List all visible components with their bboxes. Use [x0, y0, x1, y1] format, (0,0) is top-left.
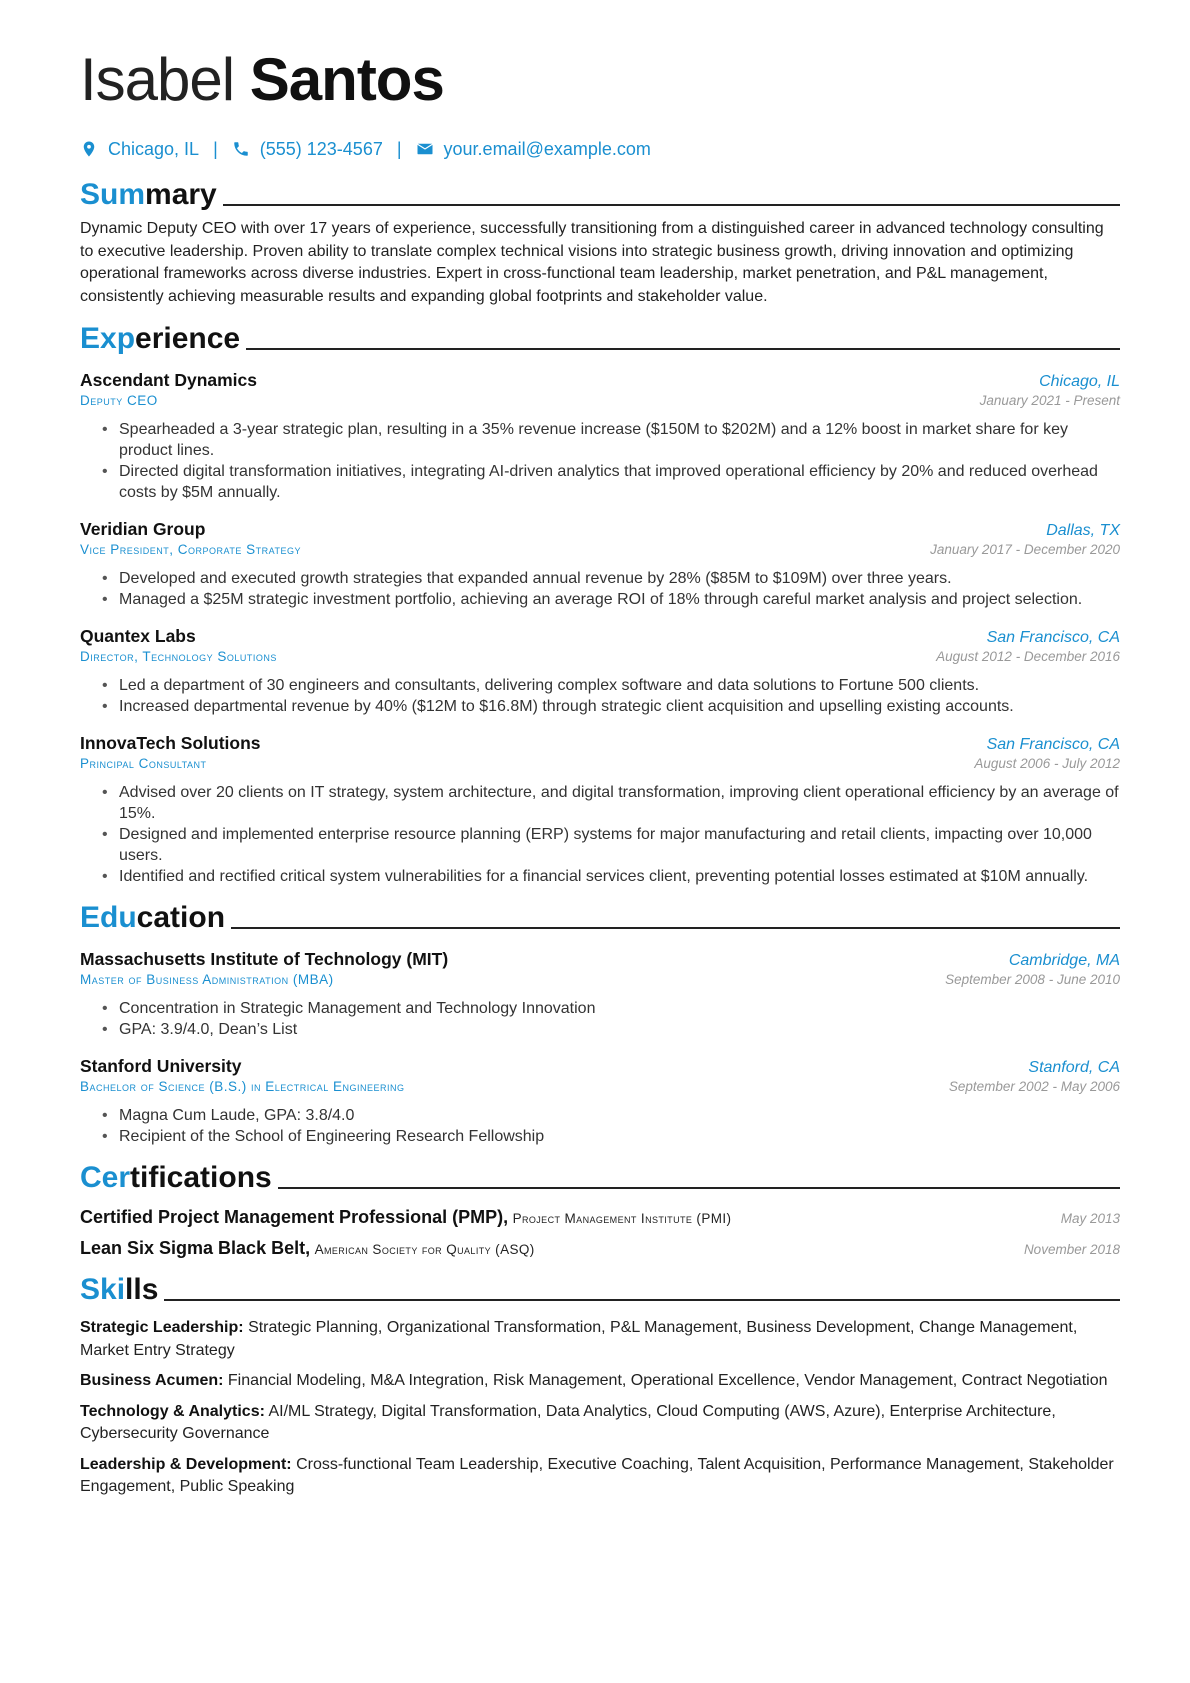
skill-group [80, 1370, 1120, 1393]
bullet-list [80, 782, 1120, 887]
location-text: Chicago, IL [108, 138, 200, 159]
bullet-list [80, 998, 1120, 1040]
skills-title: Skills [80, 1273, 159, 1306]
bullet-item: • Designed and implemented enterprise resource planning (ERP) systems for major manufacturing and retail clients, impacting over 10,000 users. [80, 824, 1120, 866]
company-name: InnovaTech Solutions [80, 733, 261, 753]
job-dates: August 2006 - July 2012 [974, 756, 1120, 771]
section-rule [278, 1187, 1120, 1189]
company-name: Ascendant Dynamics [80, 370, 258, 390]
bullet-item: • Developed and executed growth strategies that expanded annual revenue by 28% ($85M to $109M) over three years. [80, 568, 1120, 589]
email-item[interactable] [416, 139, 651, 160]
skills-heading [80, 1269, 1120, 1307]
certification-name: Lean Six Sigma Black Belt [80, 1238, 306, 1258]
skill-category: Technology & Analytics: [80, 1402, 265, 1420]
skill-group [80, 1401, 1120, 1446]
experience-entry [80, 733, 1120, 887]
bullet-item: • Recipient of the School of Engineering Research Fellowship [80, 1126, 1120, 1147]
certifications-list [80, 1207, 1120, 1259]
bullet-item: • Managed a $25M strategic investment portfolio, achieving an average ROI of 18% through careful market analysis and project selection. [80, 589, 1120, 610]
job-title: Director, Technology Solutions [80, 649, 277, 664]
summary-text: Dynamic Deputy CEO with over 17 years of experience, successfully transitioning from a distinguished career in advanced technology consulting to executive leadership. Proven ability to translate complex technical visions into strategic business growth, driving innovation and optimizing operational frameworks across diverse industries. Expert in cross-functional team leadership, market penetration, and P&L management, consistently achieving measurable results and expanding global footprints and stakeholder value. [80, 220, 1104, 305]
job-dates: January 2017 - December 2020 [930, 542, 1120, 557]
experience-heading [80, 318, 1120, 356]
bullet-item: • Increased departmental revenue by 40% ($12M to $16.8M) through strategic client acquisition and upselling existing accounts. [80, 696, 1120, 717]
company-name: Veridian Group [80, 519, 206, 539]
skills-list [80, 1317, 1120, 1499]
certification-issuer: American Society for Quality (ASQ) [314, 1242, 535, 1257]
resume-page [80, 44, 1120, 1499]
education-entry [80, 1056, 1120, 1147]
contact-separator: | [396, 138, 402, 159]
certification-name: Certified Project Management Professional (PMP) [80, 1207, 504, 1227]
phone-icon [232, 140, 250, 158]
school-name: Massachusetts Institute of Technology (MIT) [80, 949, 449, 969]
education-dates: September 2008 - June 2010 [945, 972, 1120, 987]
section-rule [223, 204, 1120, 206]
last-name: Santos [249, 46, 444, 113]
skill-category: Strategic Leadership: [80, 1319, 244, 1336]
job-dates: August 2012 - December 2016 [936, 649, 1120, 664]
degree: Master of Business Administration (MBA) [80, 972, 334, 987]
education-heading [80, 897, 1120, 935]
envelope-icon [416, 140, 434, 158]
bullet-item: • Led a department of 30 engineers and consultants, delivering complex software and data solutions to Fortune 500 clients. [80, 675, 1120, 696]
skill-group [80, 1454, 1120, 1499]
contact-separator: | [213, 138, 218, 159]
company-name: Quantex Labs [80, 626, 196, 646]
summary-heading [80, 174, 1120, 212]
skill-values: Financial Modeling, M&A Integration, Risk Management, Operational Excellence, Vendor Management, Contract Negotiation [227, 1372, 1108, 1389]
bullet-item: • Advised over 20 clients on IT strategy, system architecture, and digital transformation, improving client operational efficiency by an average of 15%. [80, 782, 1120, 824]
job-dates: January 2021 - Present [979, 393, 1120, 408]
certification-item: Certified Project Management Professional (PMP), Project Management Institute (PMI) May 2013 [80, 1207, 1120, 1227]
section-rule [246, 348, 1120, 350]
education-title: Education [80, 901, 226, 934]
skill-category: Business Acumen: [80, 1372, 224, 1389]
school-location: Stanford, CA [1028, 1059, 1120, 1076]
skill-values: AI/ML Strategy, Digital Transformation, Data Analytics, Cloud Computing (AWS, Azure), Enterprise Architecture, Cybersecurity Governance [80, 1402, 1056, 1442]
job-title: Principal Consultant [80, 756, 207, 771]
experience-list [80, 370, 1120, 887]
section-rule [231, 927, 1120, 929]
skill-values: Strategic Planning, Organizational Transformation, P&L Management, Business Development, Change Management, Market Entry Strategy [80, 1319, 1078, 1359]
experience-entry [80, 626, 1120, 717]
skill-group [80, 1317, 1120, 1362]
skill-category: Leadership & Development: [80, 1455, 292, 1473]
candidate-name [80, 44, 1120, 120]
location-item [80, 139, 199, 160]
bullet-list [80, 675, 1120, 717]
certifications-title: Certifications [80, 1161, 272, 1194]
certification-date: November 2018 [1023, 1242, 1120, 1257]
bullet-item: • Magna Cum Laude, GPA: 3.8/4.0 [80, 1105, 1120, 1126]
certification-issuer: Project Management Institute (PMI) [512, 1211, 732, 1226]
bullet-item: • Directed digital transformation initiatives, integrating AI-driven analytics that improved operational efficiency by 20% and reduced overhead costs by $5M annually. [80, 461, 1120, 503]
education-list [80, 949, 1120, 1147]
email-link[interactable]: your.email@example.com [443, 138, 651, 159]
school-location: Cambridge, MA [1008, 952, 1120, 969]
experience-title: Experience [80, 322, 241, 355]
bullet-list [80, 1105, 1120, 1147]
phone-text: (555) 123-4567 [259, 138, 383, 159]
bullet-item: • Identified and rectified critical system vulnerabilities for a financial services client, preventing potential losses estimated at $10M annually. [80, 866, 1120, 887]
phone-item[interactable] [232, 139, 383, 160]
contact-line [80, 134, 1120, 164]
experience-entry [80, 519, 1120, 610]
bullet-item: • Spearheaded a 3-year strategic plan, resulting in a 35% revenue increase ($150M to $202M) and a 12% boost in market share for key product lines. [80, 419, 1120, 461]
summary-title: Summary [80, 178, 217, 211]
certification-date: May 2013 [1060, 1211, 1120, 1226]
education-dates: September 2002 - May 2006 [948, 1079, 1120, 1094]
certification-item: Lean Six Sigma Black Belt, American Society for Quality (ASQ) November 2018 [80, 1238, 1120, 1258]
job-location: San Francisco, CA [986, 736, 1120, 753]
job-location: Chicago, IL [1039, 373, 1120, 390]
bullet-list [80, 568, 1120, 610]
job-location: San Francisco, CA [986, 629, 1120, 646]
education-entry [80, 949, 1120, 1040]
certifications-heading [80, 1157, 1120, 1195]
bullet-item: • GPA: 3.9/4.0, Dean’s List [80, 1019, 1120, 1040]
bullet-item: • Concentration in Strategic Management and Technology Innovation [80, 998, 1120, 1019]
job-title: Deputy CEO [80, 393, 158, 408]
section-rule [164, 1299, 1120, 1301]
map-marker-icon [80, 140, 98, 158]
job-location: Dallas, TX [1046, 522, 1120, 539]
degree: Bachelor of Science (B.S.) in Electrical Engineering [80, 1079, 405, 1094]
experience-entry [80, 370, 1120, 503]
skill-values: Cross-functional Team Leadership, Executive Coaching, Talent Acquisition, Performance Management, Stakeholder Engagement, Public Speaking [80, 1455, 1114, 1495]
bullet-list [80, 419, 1120, 503]
first-name: Isabel [80, 46, 235, 113]
job-title: Vice President, Corporate Strategy [80, 542, 301, 557]
school-name: Stanford University [80, 1056, 242, 1076]
